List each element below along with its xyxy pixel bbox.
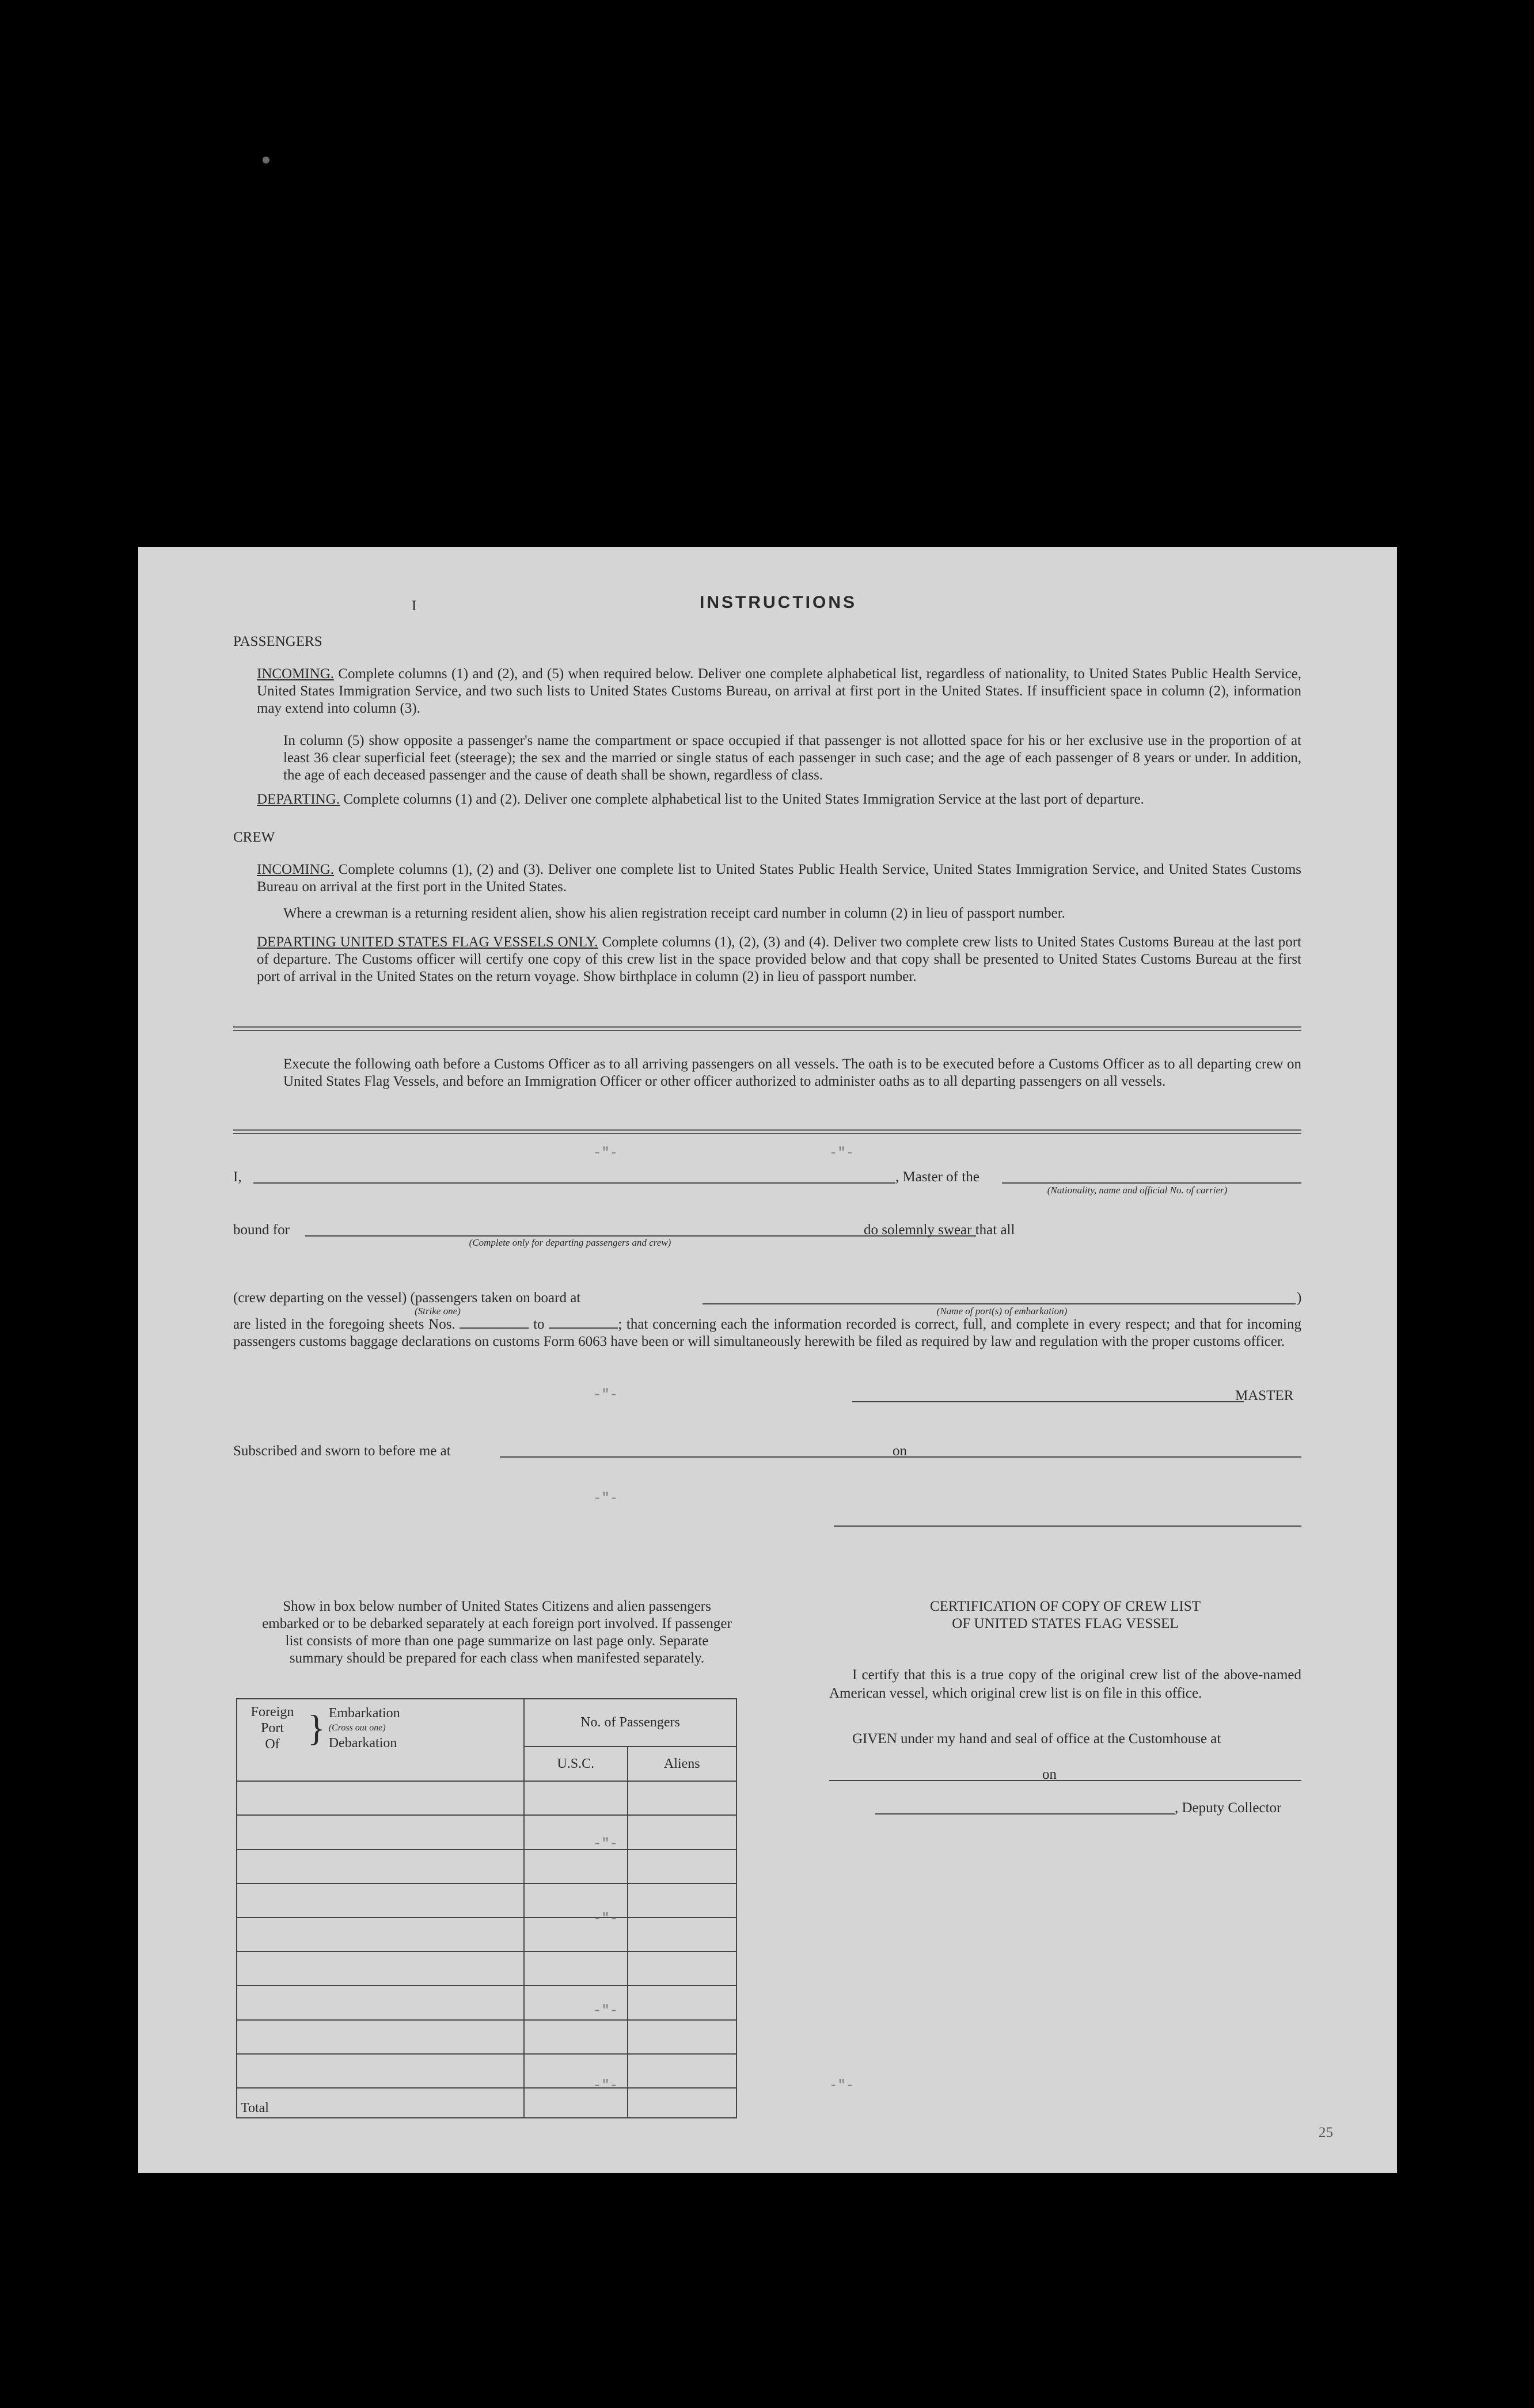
port-cell[interactable] xyxy=(237,2020,524,2054)
bound-for-caption: (Complete only for departing passengers and crew) xyxy=(469,1237,671,1248)
document-page xyxy=(138,547,1397,2173)
port-header-cell xyxy=(237,1699,524,1781)
swear-text: do solemnly swear that all xyxy=(864,1222,1015,1238)
crew-departing-label: DEPARTING UNITED STATES FLAG VESSELS ONLY. xyxy=(257,934,598,950)
sworn-date-field[interactable] xyxy=(921,1456,1301,1458)
port-cell[interactable] xyxy=(237,1850,524,1884)
total-label: Total xyxy=(237,2088,524,2118)
deputy-signature-field[interactable] xyxy=(875,1813,1175,1814)
master-name-field[interactable] xyxy=(253,1182,895,1184)
port-cell[interactable] xyxy=(237,1951,524,1985)
film-speck xyxy=(263,157,269,163)
show-through-marks: -"- xyxy=(593,1491,618,1507)
bound-for-label: bound for xyxy=(233,1222,290,1238)
usc-cell[interactable] xyxy=(524,1781,628,1815)
sheet-to-field[interactable] xyxy=(549,1327,618,1329)
sheet-from-field[interactable] xyxy=(460,1327,529,1329)
passengers-incoming-paragraph xyxy=(257,665,1301,717)
usc-cell[interactable] xyxy=(524,1850,628,1884)
port-label: Port xyxy=(260,1721,284,1736)
deputy-collector-label: , Deputy Collector xyxy=(1175,1800,1282,1816)
aliens-cell[interactable] xyxy=(628,1781,736,1815)
sworn-on-label: on xyxy=(893,1443,907,1459)
passengers-incoming-label: INCOMING. xyxy=(257,666,335,682)
subscribed-label: Subscribed and sworn to before me at xyxy=(233,1443,451,1459)
show-through-marks: -"- xyxy=(829,1146,855,1161)
port-cell[interactable] xyxy=(237,1985,524,2019)
close-paren: ) xyxy=(1297,1290,1302,1306)
summary-instructions: Show in box below number of United States Citizens and alien passengers embarked or to be debarked separately at each foreign port involved. If passenger list consists of more than one page summarize on last page only. Separate summary should be prepared for each class when manifested separately. xyxy=(262,1599,732,1666)
aliens-cell[interactable] xyxy=(628,1985,736,2019)
usc-cell[interactable] xyxy=(524,2020,628,2054)
passengers-heading: PASSENGERS xyxy=(233,634,322,649)
certification-on-label: on xyxy=(1042,1767,1057,1782)
ports-caption: (Name of port(s) of embarkation) xyxy=(936,1306,1068,1317)
page-number: 25 xyxy=(1319,2125,1333,2140)
listed-prefix: are listed in the foregoing sheets Nos. xyxy=(233,1317,455,1332)
carrier-field[interactable] xyxy=(1002,1182,1301,1184)
crew-departing-text: Complete columns (1), (2), (3) and (4). Deliver two complete crew lists to United States Customs Bureau at the last port of departure. The Customs officer will certify one copy of this crew list in the space provided below and that copy shall be presented to United States Customs Bureau at the first port of arrival in the United States on the return voyage. Show birthplace in column (2) in lieu of passport number. xyxy=(257,934,1301,984)
usc-header: U.S.C. xyxy=(524,1747,628,1781)
passengers-departing-label: DEPARTING. xyxy=(257,792,340,807)
port-cell[interactable] xyxy=(237,1815,524,1849)
passenger-summary-table xyxy=(236,1698,737,2118)
aliens-header: Aliens xyxy=(628,1747,736,1781)
usc-cell[interactable] xyxy=(524,1951,628,1985)
oath-i-label: I, xyxy=(233,1169,242,1185)
crew-resident-paragraph: Where a crewman is a returning resident alien, show his alien registration receipt card number in column (2) in lieu of passport number. xyxy=(283,906,1065,921)
listed-rest: ; that concerning each the information recorded is correct, full, and complete in every respect; and that for incoming passengers customs baggage declarations on customs Form 6063 have been or will simultaneously herewith be filed as required by law and regulation with the proper customs officer. xyxy=(233,1317,1301,1349)
listed-to: to xyxy=(533,1317,545,1332)
no-of-passengers-header: No. of Passengers xyxy=(524,1699,736,1747)
master-signature-field[interactable] xyxy=(852,1401,1244,1402)
aliens-cell[interactable] xyxy=(628,1850,736,1884)
certify-text: I certify that this is a true copy of the original crew list of the above-named American vessel, which original crew list is on file in this office. xyxy=(829,1667,1301,1701)
crew-incoming-label: INCOMING. xyxy=(257,862,335,877)
certification-title-1: CERTIFICATION OF COPY OF CREW LIST xyxy=(929,1599,1201,1614)
embarkation-label: Embarkation xyxy=(328,1706,400,1721)
listed-paragraph xyxy=(233,1316,1301,1351)
port-cell[interactable] xyxy=(237,1884,524,1918)
show-through-marks: -"- xyxy=(593,1146,618,1161)
divider xyxy=(233,1030,1301,1031)
show-through-marks: -"- xyxy=(593,1911,618,1927)
given-text: GIVEN under my hand and seal of office at the Customhouse at xyxy=(852,1731,1221,1747)
aliens-cell[interactable] xyxy=(628,2054,736,2088)
aliens-total-cell[interactable] xyxy=(628,2088,736,2118)
aliens-cell[interactable] xyxy=(628,1815,736,1849)
of-label: Of xyxy=(265,1737,280,1752)
divider xyxy=(233,1129,1301,1131)
master-of-label: , Master of the xyxy=(895,1169,979,1185)
page-letter: I xyxy=(412,598,417,614)
officer-signature-field[interactable] xyxy=(834,1526,1301,1527)
debarkation-label: Debarkation xyxy=(328,1736,397,1751)
aliens-cell[interactable] xyxy=(628,2020,736,2054)
crew-incoming-text: Complete columns (1), (2) and (3). Deliver one complete list to United States Public Health Service, United States Immigration Service, and United States Customs Bureau on arrival at the first port in the United States. xyxy=(257,862,1301,895)
carrier-caption: (Nationality, name and official No. of carrier) xyxy=(1047,1185,1228,1196)
port-cell[interactable] xyxy=(237,2054,524,2088)
divider xyxy=(233,1133,1301,1134)
strike-caption: (Strike one) xyxy=(415,1306,461,1317)
crew-departing-clause: (crew departing on the vessel) (passengers taken on board at xyxy=(233,1290,581,1306)
aliens-cell[interactable] xyxy=(628,1918,736,1951)
passengers-departing-paragraph xyxy=(257,791,1301,808)
aliens-cell[interactable] xyxy=(628,1951,736,1985)
show-through-marks: -"- xyxy=(593,1387,618,1403)
passengers-departing-text: Complete columns (1) and (2). Deliver one complete alphabetical list to the United States Immigration Service at the last port of departure. xyxy=(343,792,1144,807)
foreign-label: Foreign xyxy=(250,1705,294,1720)
port-cell[interactable] xyxy=(237,1918,524,1951)
ports-field[interactable] xyxy=(703,1303,1296,1304)
cross-out-caption: (Cross out one) xyxy=(328,1723,386,1733)
master-label: MASTER xyxy=(1235,1388,1294,1403)
oath-intro: Execute the following oath before a Customs Officer as to all arriving passengers on all vessels. The oath is to be executed before a Customs Officer as to all departing crew on United States Flag Vessels, and before an Immigration Officer or other officer authorized to administer oaths as to all departing passengers on all vessels. xyxy=(283,1056,1301,1089)
crew-heading: CREW xyxy=(233,830,275,845)
divider xyxy=(233,1026,1301,1028)
page-title: INSTRUCTIONS xyxy=(700,593,857,612)
brace-glyph: } xyxy=(307,1707,325,1748)
show-through-marks: -"- xyxy=(593,2078,618,2094)
show-through-marks: -"- xyxy=(829,2078,855,2094)
crew-incoming-paragraph xyxy=(257,861,1301,896)
passengers-column5-paragraph: In column (5) show opposite a passenger's name the compartment or space occupied if that passenger is not allotted space for his or her exclusive use in the proportion of at least 36 clear superficial feet (steerage); the sex and the married or single status of each passenger in such case; and the age of each passenger of 8 years or under. In addition, the age of each deceased passenger and the cause of death shall be shown, regardless of class. xyxy=(283,733,1301,783)
certification-date-field[interactable] xyxy=(1065,1780,1301,1781)
show-through-marks: -"- xyxy=(593,1836,618,1852)
passengers-incoming-text: Complete columns (1) and (2), and (5) when required below. Deliver one complete alphabetical list, regardless of nationality, to United States Public Health Service, United States Immigration Service, and two such lists to United States Customs Bureau, on arrival at first port in the United States. If insufficient space in column (2), information may extend into column (3). xyxy=(257,666,1302,716)
aliens-cell[interactable] xyxy=(628,1884,736,1918)
certification-title-2: OF UNITED STATES FLAG VESSEL xyxy=(952,1616,1179,1631)
show-through-marks: -"- xyxy=(593,2003,618,2019)
port-cell[interactable] xyxy=(237,1781,524,1815)
crew-departing-paragraph xyxy=(257,934,1301,986)
